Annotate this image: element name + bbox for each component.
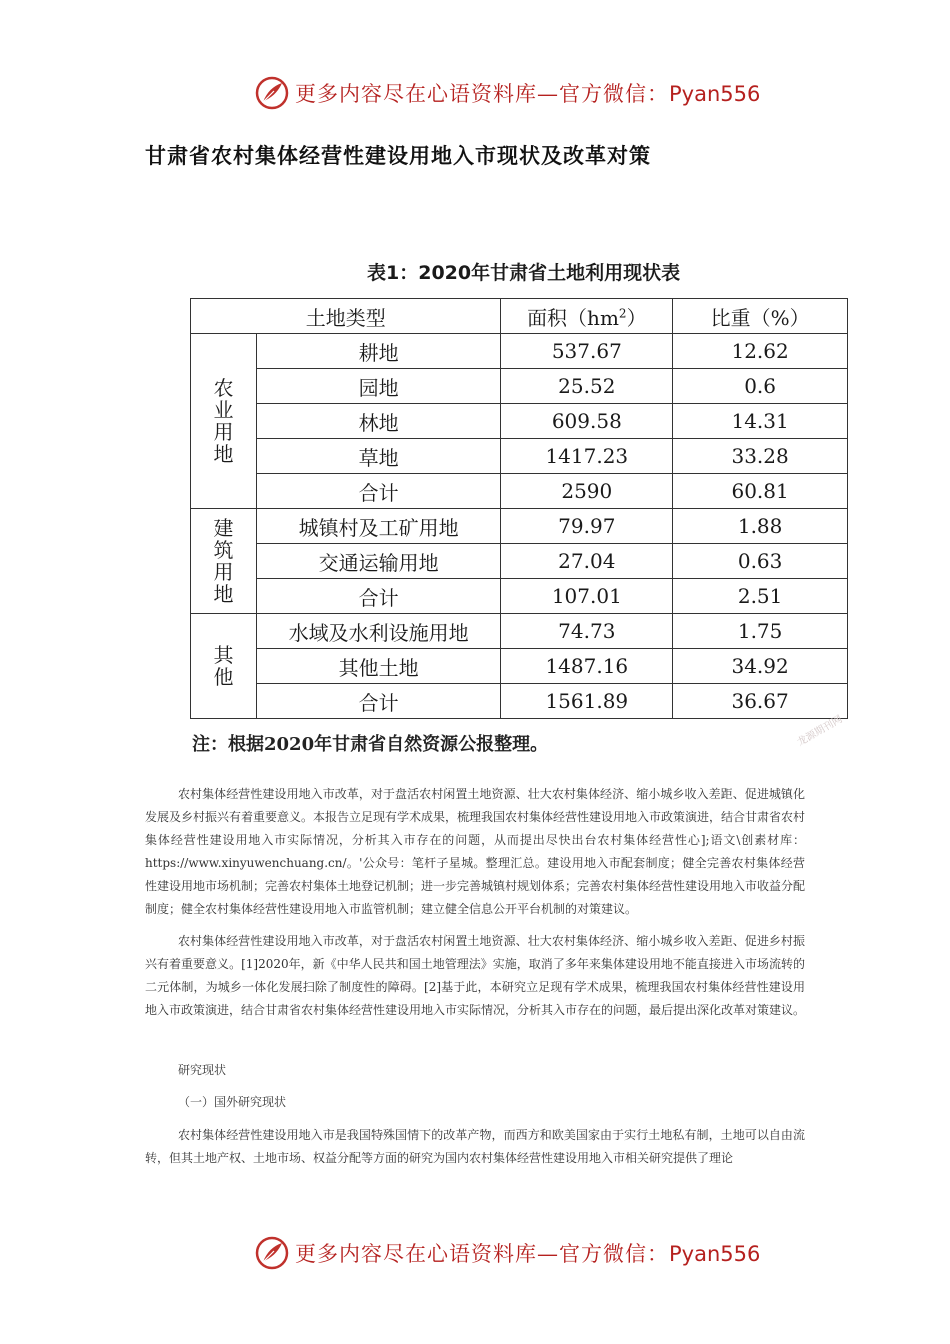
table-row: [191, 614, 848, 649]
cell-type: 其他土地: [256, 649, 501, 684]
table-row: [191, 404, 848, 439]
group-label-build: 建 筑 用 地: [191, 509, 257, 614]
group-label-other: 其 他: [191, 614, 257, 719]
header-area: 面积$(hm^2)$: [501, 299, 673, 334]
cell-type: 林地: [256, 404, 501, 439]
cell-ratio: 12.62: [673, 334, 848, 369]
banner-text: 更多内容尽在心语资料库—官方微信：Pyan556: [295, 1242, 761, 1266]
table-row: [191, 649, 848, 684]
header-land-type: 土地类型: [191, 299, 501, 334]
cell-type: 园地: [256, 369, 501, 404]
section-heading: 研究现状: [178, 1063, 227, 1077]
table-row: [191, 369, 848, 404]
paragraph-intro: 农村集体经营性建设用地入市改革，对于盘活农村闲置土地资源、壮大农村集体经济、缩小城乡收入差距、促进乡村振兴有着重要意义。[1]2020年，新《中华人民共和国土地管理法》实施，取消了多年来集体建设用地不能直接进入市场流转的二元体制，为城乡一体化发展扫除了制度性的障碍。[2]基于此，本研究立足现有学术成果，梳理我国农村集体经营性建设用地入市政策演进，结合甘肃省农村集体经营性建设用地入市实际情况，分析其入市存在的问题，最后提出深化改革对策建议。: [145, 934, 806, 1017]
land-use-table: [190, 298, 848, 719]
watermark-stamp: 龙源期刊网: [795, 713, 845, 749]
footer-banner: [0, 1233, 950, 1273]
cell-area: 107.01: [501, 579, 673, 614]
cell-area: 74.73: [501, 614, 673, 649]
table-row: [191, 509, 848, 544]
cell-area: 27.04: [501, 544, 673, 579]
cell-ratio: 0.63: [673, 544, 848, 579]
cell-ratio: 36.67: [673, 684, 848, 719]
header-ratio: 比重（%）: [673, 299, 848, 334]
cell-area: 537.67: [501, 334, 673, 369]
cell-ratio: 33.28: [673, 439, 848, 474]
cell-type: 交通运输用地: [256, 544, 501, 579]
group-label-agri: 农 业 用 地: [191, 334, 257, 509]
cell-type: 城镇村及工矿用地: [256, 509, 501, 544]
cell-type: 耕地: [256, 334, 501, 369]
table-row: [191, 684, 848, 719]
cell-ratio: 14.31: [673, 404, 848, 439]
cell-area: 1561.89: [501, 684, 673, 719]
cell-type: 水域及水利设施用地: [256, 614, 501, 649]
table-note: 注：根据2020年甘肃省自然资源公报整理。: [192, 734, 549, 755]
cell-ratio: 0.6: [673, 369, 848, 404]
feather-pen-logo-icon: [255, 76, 289, 110]
cell-type: 合计: [256, 579, 501, 614]
table-row: [191, 474, 848, 509]
cell-type: 草地: [256, 439, 501, 474]
document-title: 甘肃省农村集体经营性建设用地入市现状及改革对策: [145, 144, 651, 168]
cell-area: 1417.23: [501, 439, 673, 474]
cell-area: 79.97: [501, 509, 673, 544]
table-header-row: [191, 299, 848, 334]
wechat-id: Pyan556: [669, 82, 761, 106]
cell-area: 609.58: [501, 404, 673, 439]
cell-area: 2590: [501, 474, 673, 509]
feather-pen-logo-icon: [255, 1236, 289, 1270]
cell-ratio: 2.51: [673, 579, 848, 614]
banner-text: 更多内容尽在心语资料库—官方微信：Pyan556: [295, 82, 761, 106]
wechat-id: Pyan556: [669, 1242, 761, 1266]
cell-area: 1487.16: [501, 649, 673, 684]
table-row: [191, 544, 848, 579]
cell-type: 合计: [256, 474, 501, 509]
cell-ratio: 34.92: [673, 649, 848, 684]
cell-ratio: 60.81: [673, 474, 848, 509]
cell-ratio: 1.88: [673, 509, 848, 544]
subsection-heading: （一）国外研究现状: [178, 1095, 287, 1109]
table-row: [191, 439, 848, 474]
table-row: [191, 334, 848, 369]
table-row: [191, 579, 848, 614]
cell-ratio: 1.75: [673, 614, 848, 649]
table-caption: 表1：2020年甘肃省土地利用现状表: [367, 262, 681, 284]
cell-area: 25.52: [501, 369, 673, 404]
paragraph-foreign-research: 农村集体经营性建设用地入市是我国特殊国情下的改革产物，而西方和欧美国家由于实行土地私有制，土地可以自由流转，但其土地产权、土地市场、权益分配等方面的研究为国内农村集体经营性建设用地入市相关研究提供了理论: [145, 1128, 805, 1165]
header-banner: [0, 73, 950, 113]
paragraph-abstract: 农村集体经营性建设用地入市改革，对于盘活农村闲置土地资源、壮大农村集体经济、缩小城乡收入差距、促进城镇化发展及乡村振兴有着重要意义。本报告立足现有学术成果，梳理我国农村集体经营性建设用地入市政策演进，结合甘肃省农村集体经营性建设用地入市实际情况，分析其入市存在的问题，从而提出尽快出台农村集体经营性心];语文\创素材库：https://www.xinyuwenchuang.cn/。'公众号：笔杆子星城。整理汇总。建设用地入市配套制度；健全完善农村集体经营性建设用地市场机制；完善农村集体土地登记机制；进一步完善城镇村规划体系；完善农村集体经营性建设用地入市收益分配制度；健全农村集体经营性建设用地入市监管机制；建立健全信息公开平台机制的对策建议。: [145, 787, 806, 916]
cell-type: 合计: [256, 684, 501, 719]
